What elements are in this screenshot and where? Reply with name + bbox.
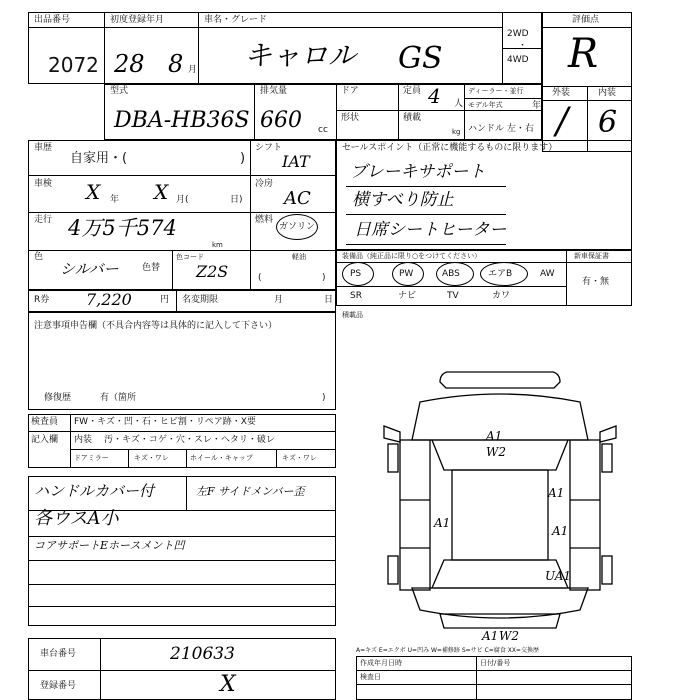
drive-4wd: 4WD bbox=[507, 55, 529, 65]
cc-unit: cc bbox=[318, 125, 328, 135]
model-year-unit: 年 bbox=[532, 101, 542, 111]
capacity-label: 定員 bbox=[403, 86, 422, 96]
int-label: 内装 bbox=[598, 88, 617, 98]
equip-sr: SR bbox=[350, 291, 362, 301]
check-mirror: ドアミラー bbox=[74, 454, 109, 462]
shape-label: 形状 bbox=[341, 113, 360, 123]
chassis-value: 210633 bbox=[170, 644, 235, 664]
sales-line-2: 横すべり防止 bbox=[352, 190, 454, 210]
mileage-value: 4万5千574 bbox=[68, 216, 177, 240]
recycle-value: 7,220 bbox=[86, 290, 132, 309]
right-mirror-outline bbox=[600, 426, 616, 442]
name-change-month: 月 bbox=[274, 295, 284, 305]
new-warranty-label: 新車保証書 bbox=[574, 252, 609, 260]
doors-label: ドア bbox=[341, 86, 359, 96]
equip-pw: PW bbox=[399, 269, 414, 279]
mark-rear-bumper: A1 bbox=[482, 629, 499, 643]
color-no-label: 色替 bbox=[142, 263, 161, 273]
model-value: DBA-HB36S bbox=[114, 108, 250, 133]
equip-navi: ナビ bbox=[398, 291, 417, 301]
inspection-month-unit: 月( bbox=[176, 195, 189, 205]
equip-airbag: エアB bbox=[488, 269, 513, 279]
color-paren-open: ( bbox=[258, 273, 262, 283]
equip-kawa: カワ bbox=[492, 291, 511, 301]
mileage-label: 走行 bbox=[34, 215, 53, 225]
mark-roof-w: W2 bbox=[486, 445, 506, 459]
use-label: 車歴 bbox=[34, 143, 53, 153]
inspection-year: X bbox=[86, 180, 101, 204]
check-mirror-damage: キズ・ワレ bbox=[134, 454, 169, 462]
ext-label: 外装 bbox=[552, 88, 571, 98]
left-mirror-outline bbox=[384, 426, 400, 442]
mark-left-door: A1 bbox=[434, 516, 451, 530]
reg-no-value: X bbox=[220, 672, 236, 697]
stamp-label-2: 検査日 bbox=[360, 673, 381, 681]
shift-label: シフト bbox=[255, 143, 283, 153]
reg-no-label: 登録番号 bbox=[40, 681, 77, 691]
equip-aw: AW bbox=[540, 269, 555, 279]
stamp-label-3: 日付/番号 bbox=[480, 659, 511, 667]
ext-grade: / bbox=[556, 101, 569, 142]
repair-close: ) bbox=[322, 393, 326, 403]
mark-right-door: A1 bbox=[552, 524, 569, 538]
other-label: 積載品 bbox=[342, 311, 363, 319]
recycle-yen: 円 bbox=[160, 295, 170, 305]
capacity-value: 4 bbox=[428, 84, 441, 108]
model-year-label: モデル年式 bbox=[468, 101, 503, 109]
cooling-value: AC bbox=[284, 188, 311, 209]
first-reg-label: 初度登録年月 bbox=[110, 15, 165, 25]
equip-tv: TV bbox=[447, 291, 459, 301]
shift-value: IAT bbox=[282, 152, 310, 171]
reg-year: 28 bbox=[114, 50, 145, 78]
mark-rear-bumper-w: W2 bbox=[499, 629, 519, 643]
use-close: ) bbox=[240, 151, 246, 166]
color-paren-close: ) bbox=[322, 273, 326, 283]
sales-line-1: ブレーキサポート bbox=[350, 162, 486, 182]
dealer-label: ディーラー・並行 bbox=[468, 87, 524, 95]
repair-value: 有（箇所 bbox=[100, 393, 137, 403]
wheel-front-right bbox=[602, 444, 612, 472]
drive-2wd: 2WD bbox=[507, 29, 529, 39]
name-grade-label: 車名・グレード bbox=[204, 15, 268, 25]
score-value: R bbox=[568, 31, 599, 77]
right-side-outline bbox=[570, 440, 600, 590]
wheel-rear-left bbox=[388, 556, 398, 584]
car-name: キャロル bbox=[244, 39, 357, 72]
light-oil-label: 軽油 bbox=[292, 253, 306, 261]
mark-roof: A1 bbox=[486, 429, 503, 443]
roof-outline bbox=[452, 470, 548, 560]
displacement-label: 排気量 bbox=[260, 86, 288, 96]
reg-month-unit: 月 bbox=[188, 65, 198, 75]
recycle-label: R券 bbox=[34, 295, 50, 305]
equip-ps: PS bbox=[350, 269, 362, 279]
handle-label: ハンドル 左・右 bbox=[468, 124, 534, 134]
note-left-2: 各ウスA小 bbox=[34, 508, 119, 529]
wheel-rear-right bbox=[602, 556, 612, 584]
color-code: Z2S bbox=[196, 262, 229, 281]
inspection-day-unit: 日) bbox=[230, 195, 243, 205]
sales-label: セールスポイント（正常に機能するものに限ります） bbox=[342, 143, 558, 153]
inspection-year-unit: 年 bbox=[110, 195, 120, 205]
use-value: 自家用・( bbox=[70, 151, 128, 166]
mark-right-rear: UA1 bbox=[545, 569, 572, 583]
name-change-label: 名変期限 bbox=[182, 295, 219, 305]
drive-dot: ・ bbox=[518, 41, 528, 51]
inspector-label: 検査員 bbox=[31, 417, 59, 427]
fuel-value: ガソリン bbox=[279, 222, 316, 232]
displacement-value: 660 bbox=[260, 108, 302, 133]
check-row-2-label: 内装 bbox=[74, 435, 93, 445]
cooling-label: 冷房 bbox=[255, 179, 274, 189]
equipment-label: 装備品（純正品に限り○をつけてください） bbox=[342, 252, 482, 260]
color-code-label: 色コード bbox=[176, 253, 204, 261]
sales-line-3: 日席シートヒーター bbox=[354, 220, 507, 240]
kg-unit: kg bbox=[452, 128, 461, 136]
chassis-label: 車台番号 bbox=[40, 649, 77, 659]
mark-right-front: A1 bbox=[548, 486, 565, 500]
equip-abs: ABS bbox=[442, 269, 460, 279]
entry-label: 記入欄 bbox=[31, 435, 59, 445]
note-left-1: ハンドルカバー付 bbox=[34, 482, 155, 500]
check-wheel: ホイール・キャップ bbox=[190, 454, 253, 462]
check-row-1: FW・キズ・凹・石・ヒビ割・リペア跡・X要 bbox=[74, 417, 256, 427]
int-grade: 6 bbox=[598, 105, 618, 140]
notes-label: 注意事項申告欄（不具合内容等は具体的に記入して下さい） bbox=[34, 321, 278, 331]
lot-label: 出品番号 bbox=[34, 15, 71, 25]
front-bumper-outline bbox=[440, 372, 560, 388]
stamp-label-1: 作成年月日時 bbox=[360, 659, 402, 667]
color-value: シルバー bbox=[60, 260, 119, 278]
grade: GS bbox=[398, 41, 443, 76]
score-label: 評価点 bbox=[572, 15, 600, 25]
load-label: 積載 bbox=[403, 113, 422, 123]
reg-month: 8 bbox=[168, 50, 184, 78]
new-warranty-value: 有・無 bbox=[582, 277, 610, 287]
check-row-2: 汚・キズ・コゲ・穴・スレ・ヘタリ・破レ bbox=[104, 435, 275, 445]
wheel-front-left bbox=[388, 444, 398, 472]
inspection-month: X bbox=[154, 180, 169, 204]
fuel-label: 燃料 bbox=[255, 215, 274, 225]
km-unit: km bbox=[212, 241, 223, 249]
note-right-1: 左F サイドメンバー歪 bbox=[196, 485, 305, 498]
note-left-3: コアサポートEホースメント凹 bbox=[34, 539, 185, 552]
inspection-label: 車検 bbox=[34, 179, 53, 189]
check-wheel-damage: キズ・ワレ bbox=[282, 454, 317, 462]
name-change-day: 日 bbox=[324, 295, 334, 305]
capacity-unit: 人 bbox=[454, 99, 464, 109]
color-label: 色 bbox=[34, 252, 44, 262]
left-side-outline bbox=[400, 440, 430, 590]
model-label: 型式 bbox=[110, 86, 129, 96]
repair-label: 修復歴 bbox=[44, 393, 72, 403]
diagram-legend: A=キズ E=エクボ U=凹み W=補修跡 S=サビ C=腐食 XX=交換歴 bbox=[356, 647, 539, 654]
lot-number: 2072 bbox=[48, 53, 99, 77]
